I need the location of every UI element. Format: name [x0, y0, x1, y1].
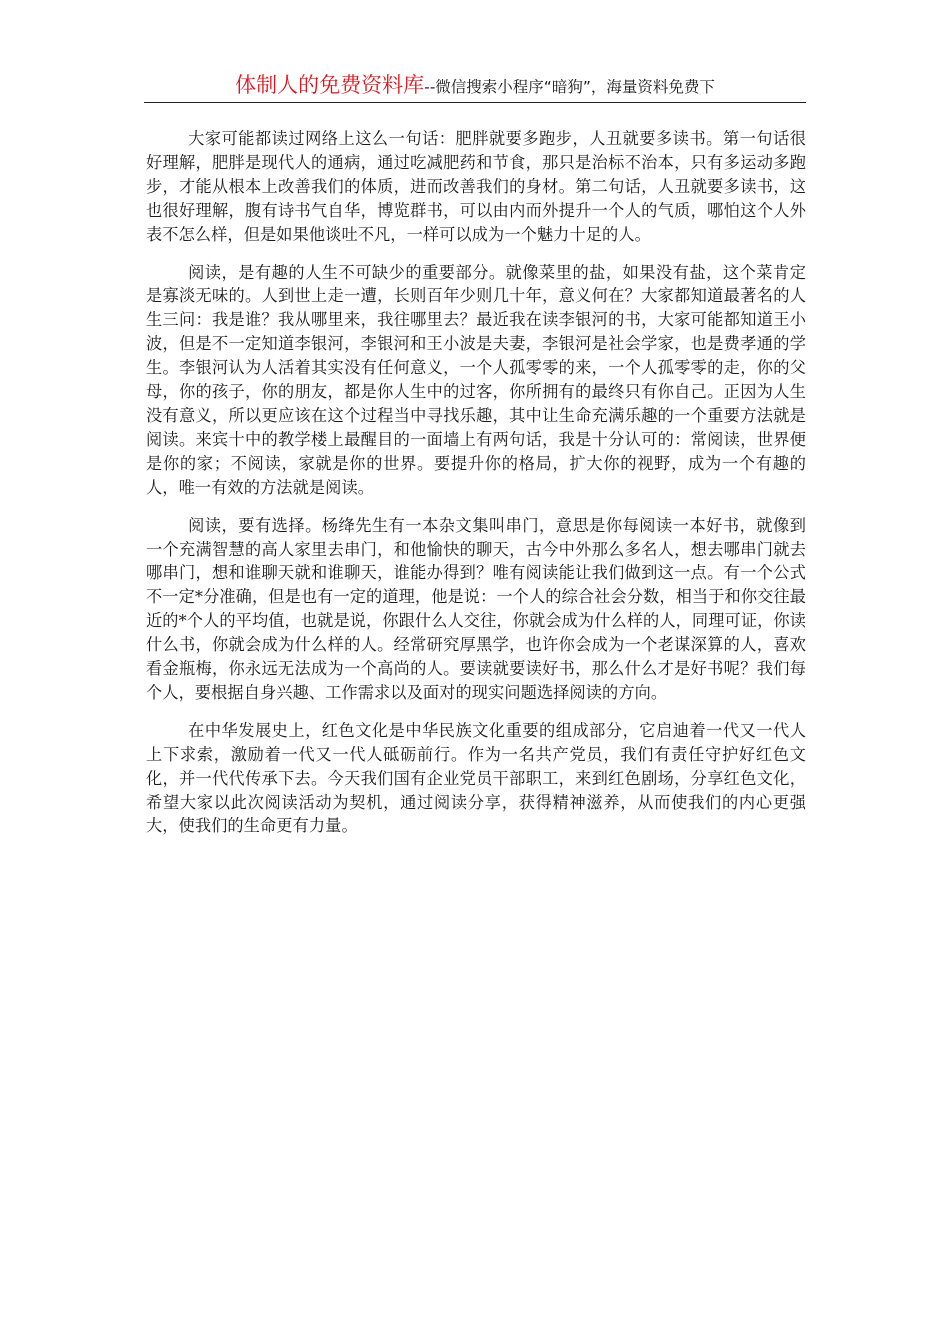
paragraph-3: 阅读，要有选择。杨绛先生有一本杂文集叫串门，意思是你每阅读一本好书，就像到一个充满智慧的高人家里去串门，和他愉快的聊天，古今中外那么多名人，想去哪串门就去哪串门，想和谁聊天就和谁聊天，谁能办得到？唯有阅读能让我们做到这一点。有一个公式不一定*分准确，但是也有一定的道理，他是说：一个人的综合社会分数，相当于和你交往最近的*个人的平均值，也就是说，你跟什么人交往，你就会成为什么样的人，同理可证，你读什么书，你就会成为什么样的人。经常研究厚黑学，也许你会成为一个老谋深算的人，喜欢看金瓶梅，你永远无法成为一个高尚的人。要读就要读好书，那么什么才是好书呢？我们每个人，要根据自身兴趣、工作需求以及面对的现实问题选择阅读的方向。	[146, 515, 806, 702]
paragraph-2: 阅读，是有趣的人生不可缺少的重要部分。就像菜里的盐，如果没有盐，这个菜肯定是寡淡无味的。人到世上走一遭，长则百年少则几十年，意义何在？大家都知道最著名的人生三问：我是谁？我从哪里来，我往哪里去？最近我在读李银河的书，大家可能都知道王小波，但是不一定知道李银河，李银河和王小波是夫妻，李银河是社会学家，也是费孝通的学生。李银河认为人活着其实没有任何意义，一个人孤零零的来，一个人孤零零的走，你的父母，你的孩子，你的朋友，都是你人生中的过客，你所拥有的最终只有你自己。正因为人生没有意义，所以更应该在这个过程当中寻找乐趣，其中让生命充满乐趣的一个重要方法就是阅读。来宾十中的教学楼上最醒目的一面墙上有两句话，我是十分认可的：常阅读，世界便是你的家；不阅读，家就是你的世界。要提升你的格局，扩大你的视野，成为一个有趣的人，唯一有效的方法就是阅读。	[146, 262, 806, 497]
page-header	[144, 70, 806, 103]
paragraph-1: 大家可能都读过网络上这么一句话：肥胖就要多跑步，人丑就要多读书。第一句话很好理解，肥胖是现代人的通病，通过吃减肥药和节食，那只是治标不治本，只有多运动多跑步，才能从根本上改善我们的体质，进而改善我们的身材。第二句话，人丑就要多读书，这也很好理解，腹有诗书气自华，博览群书，可以由内而外提升一个人的气质，哪怕这个人外表不怎么样，但是如果他谈吐不凡，一样可以成为一个魅力十足的人。	[146, 129, 806, 244]
paragraph-4: 在中华发展史上，红色文化是中华民族文化重要的组成部分，它启迪着一代又一代人上下求索，激励着一代又一代人砥砺前行。作为一名共产党员，我们有责任守护好红色文化，并一代代传承下去。今天我们国有企业党员干部职工，来到红色剧场，分享红色文化，希望大家以此次阅读活动为契机，通过阅读分享，获得精神滋养，从而使我们的内心更强大，使我们的生命更有力量。	[146, 720, 806, 836]
document-body	[146, 127, 806, 852]
header-brand: 体制人的免费资料库	[235, 73, 425, 97]
header-tagline: --微信搜索小程序“暗狗”，海量资料免费下	[424, 78, 715, 96]
